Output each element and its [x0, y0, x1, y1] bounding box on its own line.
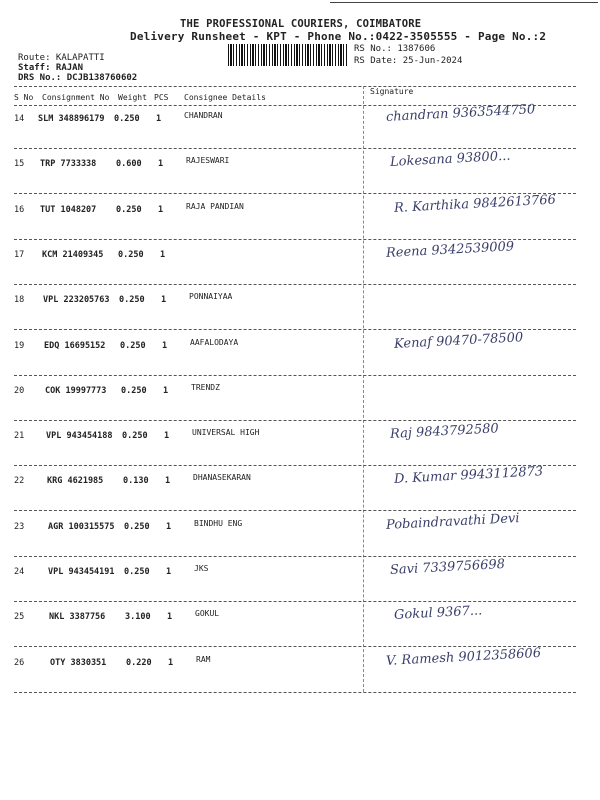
staff-label: Staff: RAJAN	[18, 63, 84, 73]
table-row	[14, 293, 576, 337]
company-title: THE PROFESSIONAL COURIERS, COIMBATORE	[180, 18, 422, 30]
runsheet-subtitle: Delivery Runsheet - KPT - Phone No.:0422-3505555 - Page No.:2	[130, 30, 547, 43]
row-weight: 3.100	[125, 612, 151, 623]
row-divider	[14, 284, 576, 285]
row-consignment-no: TUT 1048207	[40, 204, 97, 215]
header-top-rule	[14, 86, 576, 87]
row-pcs: 1	[156, 114, 162, 124]
row-sno: 17	[14, 249, 25, 260]
row-sno: 25	[14, 612, 25, 623]
row-divider	[14, 329, 576, 330]
row-sno: 20	[14, 385, 25, 396]
row-sno: 21	[14, 431, 25, 442]
row-signature: Pobaindravathi Devi	[385, 510, 520, 533]
row-signature: V. Ramesh 9012358606	[385, 645, 542, 669]
row-pcs: 1	[165, 476, 171, 487]
row-sno: 14	[14, 114, 25, 124]
row-consignment-no: SLM 348896179	[38, 114, 105, 124]
row-consignment-no: NKL 3387756	[49, 612, 106, 623]
row-pcs: 1	[158, 159, 164, 170]
row-divider	[14, 601, 576, 602]
row-weight: 0.250	[118, 249, 144, 260]
col-signature: Signature	[370, 87, 414, 96]
rs-number: RS No.: 1387606	[354, 44, 436, 54]
row-consignee: TRENDZ	[191, 382, 220, 392]
row-weight: 0.250	[124, 521, 150, 532]
table-row	[14, 645, 576, 700]
row-consignee: RAJA PANDIAN	[186, 201, 244, 211]
row-signature: Savi 7339756698	[389, 556, 506, 578]
row-pcs: 1	[163, 385, 169, 396]
col-consignee: Consignee Details	[184, 93, 266, 102]
row-consignee: RAJESWARI	[186, 156, 230, 166]
row-divider	[14, 556, 576, 557]
row-pcs: 1	[164, 431, 170, 442]
drs-number: DRS No.: DCJB138760602	[18, 73, 138, 83]
row-weight: 0.250	[116, 204, 142, 215]
row-pcs: 1	[160, 249, 166, 260]
top-rule	[330, 2, 598, 3]
row-weight: 0.600	[116, 159, 142, 170]
row-consignment-no: VPL 943454191	[48, 567, 115, 577]
row-divider	[14, 375, 576, 376]
row-pcs: 1	[167, 612, 173, 623]
row-consignment-no: EDQ 16695152	[44, 340, 106, 351]
col-sno: S No	[14, 93, 34, 102]
row-weight: 0.220	[126, 657, 152, 668]
row-sno: 18	[14, 295, 25, 306]
row-consignee: RAM	[196, 654, 211, 664]
row-weight: 0.250	[122, 431, 148, 442]
row-signature: D. Kumar 9943112873	[393, 464, 544, 488]
row-sno: 26	[14, 657, 25, 668]
rs-date: RS Date: 25-Jun-2024	[354, 56, 463, 66]
table-row	[14, 556, 576, 609]
row-consignment-no: TRP 7733338	[40, 159, 97, 170]
row-divider	[14, 510, 576, 511]
row-consignment-no: VPL 223205763	[43, 295, 110, 306]
col-pcs: PCS	[154, 93, 169, 102]
row-weight: 0.250	[124, 567, 150, 577]
row-sno: 23	[14, 521, 25, 532]
row-consignment-no: VPL 943454188	[46, 431, 113, 442]
table-row	[14, 329, 576, 383]
route-label: Route: KALAPATTI	[18, 53, 105, 63]
row-weight: 0.250	[119, 295, 145, 306]
row-sno: 16	[14, 204, 25, 215]
row-weight: 0.250	[121, 385, 147, 396]
row-consignee: JKS	[194, 564, 209, 573]
row-consignment-no: AGR 100315575	[48, 521, 115, 532]
row-signature: chandran 9363544750	[385, 102, 536, 125]
row-consignment-no: COK 19997773	[45, 385, 107, 396]
row-pcs: 1	[162, 340, 168, 351]
row-consignee: DHANASEKARAN	[193, 473, 251, 483]
row-consignee: BINDHU ENG	[194, 518, 243, 528]
row-sno: 22	[14, 476, 25, 487]
table-row	[14, 239, 576, 292]
row-sno: 15	[14, 159, 25, 170]
row-divider	[14, 692, 576, 693]
row-pcs: 1	[166, 521, 172, 532]
row-consignee: AAFALODAYA	[190, 337, 239, 347]
row-weight: 0.250	[114, 114, 140, 124]
row-pcs: 1	[158, 204, 164, 215]
row-weight: 0.130	[123, 476, 149, 487]
row-divider	[14, 193, 576, 194]
row-consignee: PONNAIYAA	[189, 292, 233, 302]
row-signature: Gokul 9367...	[393, 603, 483, 624]
row-pcs: 1	[166, 567, 172, 577]
row-consignee: UNIVERSAL HIGH	[192, 428, 260, 438]
row-consignment-no: OTY 3830351	[50, 657, 107, 668]
row-signature: Raj 9843792580	[389, 421, 500, 443]
row-signature: Kenaf 90470-78500	[393, 329, 524, 352]
row-pcs: 1	[161, 295, 167, 306]
row-weight: 0.250	[120, 340, 146, 351]
row-signature: R. Karthika 9842613766	[393, 192, 557, 216]
row-consignee: GOKUL	[195, 609, 220, 619]
row-sno: 24	[14, 567, 25, 577]
row-divider	[14, 646, 576, 647]
row-pcs: 1	[168, 657, 174, 668]
row-sno: 19	[14, 340, 25, 351]
col-consignment: Consignment No	[42, 93, 110, 102]
row-consignee: CHANDRAN	[184, 111, 223, 120]
row-signature: Reena 9342539009	[385, 239, 515, 261]
table-row	[14, 148, 576, 201]
barcode	[228, 44, 348, 66]
row-signature: Lokesana 93800...	[389, 148, 511, 171]
col-weight: Weight	[118, 93, 147, 102]
row-consignment-no: KCM 21409345	[42, 249, 104, 260]
row-consignment-no: KRG 4621985	[47, 476, 104, 487]
